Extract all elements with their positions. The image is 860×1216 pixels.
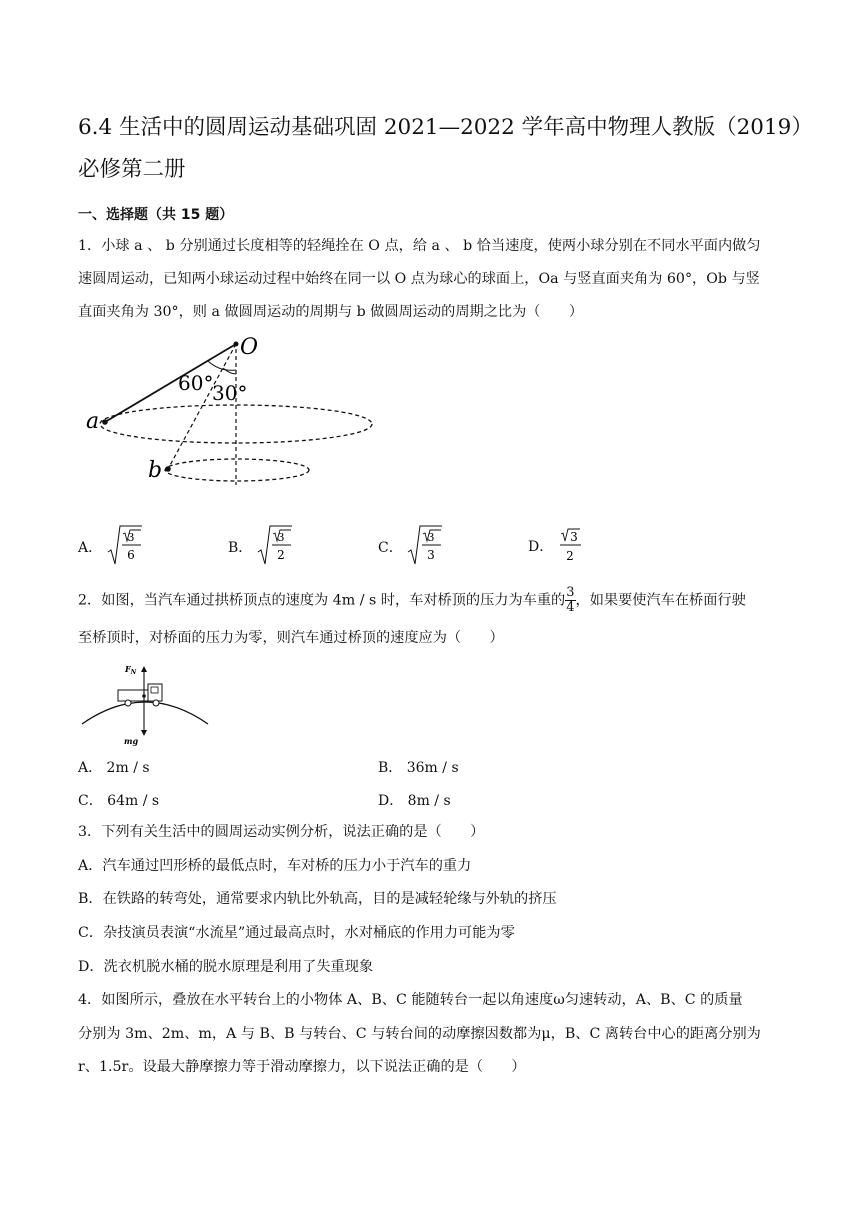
arch-bridge [82, 702, 208, 724]
angle-arc-60 [208, 361, 236, 370]
q1-line-2: 速圆周运动，已知两小球运动过程中始终在同一以 O 点为球心的球面上，Oa 与竖直面夹角为 60°，Ob 与竖 [78, 271, 760, 287]
wheel [153, 700, 159, 706]
wheel [125, 700, 131, 706]
option-letter: B． [228, 540, 253, 556]
q1-option-a [78, 524, 143, 572]
label-a: a [86, 409, 100, 434]
option-letter: C． [378, 540, 403, 556]
lower-orbit-ellipse [165, 459, 309, 481]
q2-line-1-post: ，如果要使汽车在桥面行驶 [575, 592, 746, 609]
upper-orbit-ellipse [100, 405, 372, 443]
q2-line-2: 至桥顶时，对桥面的压力为零，则汽车通过桥顶的速度应为（ ） [78, 630, 504, 646]
q2-option-c: C． 64m / s [78, 793, 160, 809]
q3-option-c: C．杂技演员表演“水流星”通过最高点时，水对桶底的作用力可能为零 [78, 925, 515, 941]
section-header: 一、选择题（共 15 题） [78, 207, 234, 223]
label-b: b [148, 458, 163, 483]
point-b [165, 466, 171, 472]
q2-fraction [565, 586, 575, 615]
svg-text:3: 3 [569, 530, 578, 544]
document-title-line-2: 必修第二册 [78, 157, 186, 182]
svg-text:3: 3 [427, 548, 435, 562]
nested-radical-a [107, 524, 143, 568]
q3-option-a: A．汽车通过凹形桥的最低点时，车对桥的压力小于汽车的重力 [78, 858, 472, 874]
svg-text:2: 2 [565, 549, 574, 563]
q1-line-3: 直面夹角为 30°，则 a 做圆周运动的周期与 b 做圆周运动的周期之比为（ ） [78, 304, 584, 320]
point-a [102, 419, 108, 425]
q2-option-b: B． 36m / s [378, 760, 459, 776]
option-letter: A． [78, 540, 103, 556]
q2-line-1 [78, 586, 746, 615]
label-fn: $F_N$ [125, 664, 137, 676]
fraction-denominator: 4 [566, 600, 575, 615]
q2-option-a: A． 2m / s [78, 760, 150, 776]
svg-text:2: 2 [276, 548, 285, 562]
q1-option-c [378, 524, 443, 572]
q4-line-1: 4．如图所示，叠放在水平转台上的小物体 A、B、C 能随转台一起以角速度ω匀速转动，A、B、C 的质量 [78, 992, 743, 1008]
label-o: O [240, 335, 259, 360]
point-o [234, 342, 239, 347]
nested-radical-c [407, 524, 443, 568]
svg-text:6: 6 [126, 548, 135, 562]
q2-bridge-figure [80, 660, 210, 746]
fraction-numerator: 3 [566, 585, 575, 600]
q4-line-3: r、1.5r。设最大静摩擦力等于滑动摩擦力，以下说法正确的是（ ） [78, 1059, 526, 1075]
q3-option-d: D．洗衣机脱水桶的脱水原理是利用了失重现象 [78, 959, 374, 975]
angle-arc-30 [223, 368, 236, 374]
q2-line-1-pre: 2．如图，当汽车通过拱桥顶点的速度为 4m / s 时，车对桥顶的压力为车重的 [78, 592, 566, 609]
nested-radical-b [257, 524, 293, 568]
document-title-line-1: 6.4 生活中的圆周运动基础巩固 2021—2022 学年高中物理人教版（2019） [78, 115, 813, 140]
label-angle-30: 30° [212, 381, 248, 405]
svg-text:3: 3 [427, 531, 435, 544]
option-letter: D． [528, 539, 554, 555]
q1-conical-pendulum-figure [80, 330, 380, 490]
svg-text:3: 3 [277, 531, 285, 544]
q2-option-d: D． 8m / s [378, 793, 451, 809]
fraction-d [558, 524, 584, 566]
q1-option-d [528, 524, 584, 570]
q3-option-b: B．在铁路的转弯处，通常要求内轨比外轨高，目的是减轻轮缘与外轨的挤压 [78, 891, 557, 907]
q3-stem: 3．下列有关生活中的圆周运动实例分析，说法正确的是（ ） [78, 824, 485, 840]
q4-line-2: 分别为 3m、2m、m，A 与 B、B 与转台、C 与转台间的动摩擦因数都为μ，B、C 离转台中心的距离分别为 [78, 1026, 761, 1042]
svg-text:3: 3 [127, 531, 135, 544]
label-angle-60: 60° [178, 371, 214, 395]
string-ob [168, 344, 236, 469]
q1-option-b [228, 524, 293, 572]
label-mg: mg [124, 736, 139, 746]
q1-line-1: 1．小球 a 、 b 分别通过长度相等的轻绳拴在 O 点，给 a 、 b 恰当速度，使两小球分别在不同水平面内做匀 [78, 238, 761, 254]
